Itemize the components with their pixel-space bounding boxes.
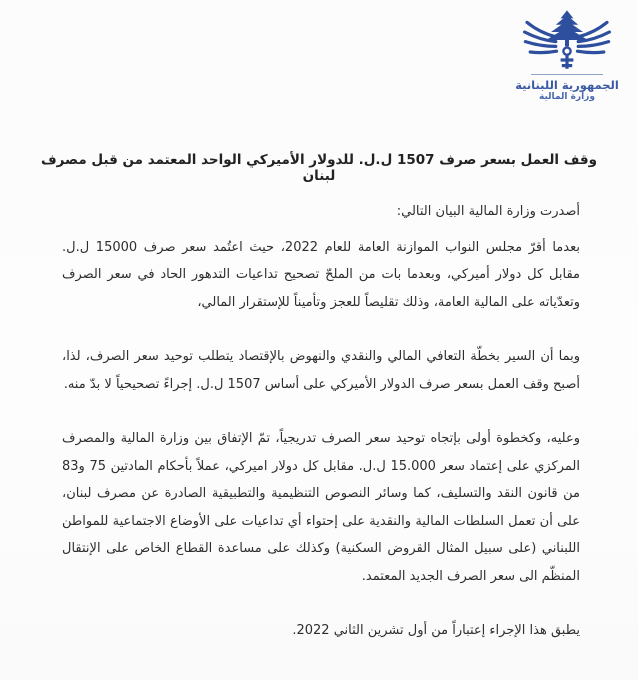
body-paragraph: وبما أن السير بخطّة التعافي المالي والنقدي والنهوض بالإقتصاد يتطلب توحيد سعر الصرف، لذا، أصبح وقف العمل بسعر صرف الدولار الأميركي على أساس 1507 ل.ل. إجراءً تصحيحياً لا بدّ منه. xyxy=(62,349,580,392)
effective-date-line: يطبق هذا الإجراء إعتباراً من أول تشرين الثاني 2022. xyxy=(292,623,580,638)
letterhead-divider xyxy=(531,74,603,75)
letterhead-republic: الجمهورية اللبنانية xyxy=(515,78,619,92)
body-paragraph: وعليه، وكخطوة أولى بإتجاه توحيد سعر الصرف تدريجياً، تمّ الإتفاق بين وزارة المالية والمصرف المركزي على إعتماد سعر 15.000 ل.ل. مقابل كل دولار اميركي، عملاً بأحكام المادتين 75 و83 من قانون النقد والتسليف، كما وسائر النصوص التنظيمية والتطبيقية الصادرة عن مصرف لبنان، على أن تعمل السلطات المالية والنقدية على إحتواء أي تداعيات على الأوضاع الاجتماعية للمواطن اللبناني (على سبيل المثال القروض السكنية) وكذلك على مساعدة القطاع الخاص على الإنتقال المنظّم الى سعر الصرف الجديد المعتمد. xyxy=(62,431,580,584)
letterhead-ministry: وزارة المالية xyxy=(539,92,595,103)
document-body xyxy=(62,198,580,658)
document-title: وقف العمل بسعر صرف 1507 ل.ل. للدولار الأميركي الواحد المعتمد من قبل مصرف لبنان xyxy=(40,152,598,184)
lebanese-republic-cedar-emblem-icon xyxy=(519,8,615,72)
intro-line: أصدرت وزارة المالية البيان التالي: xyxy=(396,204,580,219)
body-paragraph: بعدما أقرّ مجلس النواب الموازنة العامة للعام 2022، حيث اعتُمد سعر صرف 15000 ل.ل. مقابل كل دولار أميركي، وبعدما بات من الملحّ تصحيح تداعيات التدهور الحاد في سعر الصرف وتعدّياته على المالية العامة، وذلك تقليصاً للعجز وتأميناً للإستقرار المالي، xyxy=(62,239,580,310)
letterhead xyxy=(512,8,622,104)
